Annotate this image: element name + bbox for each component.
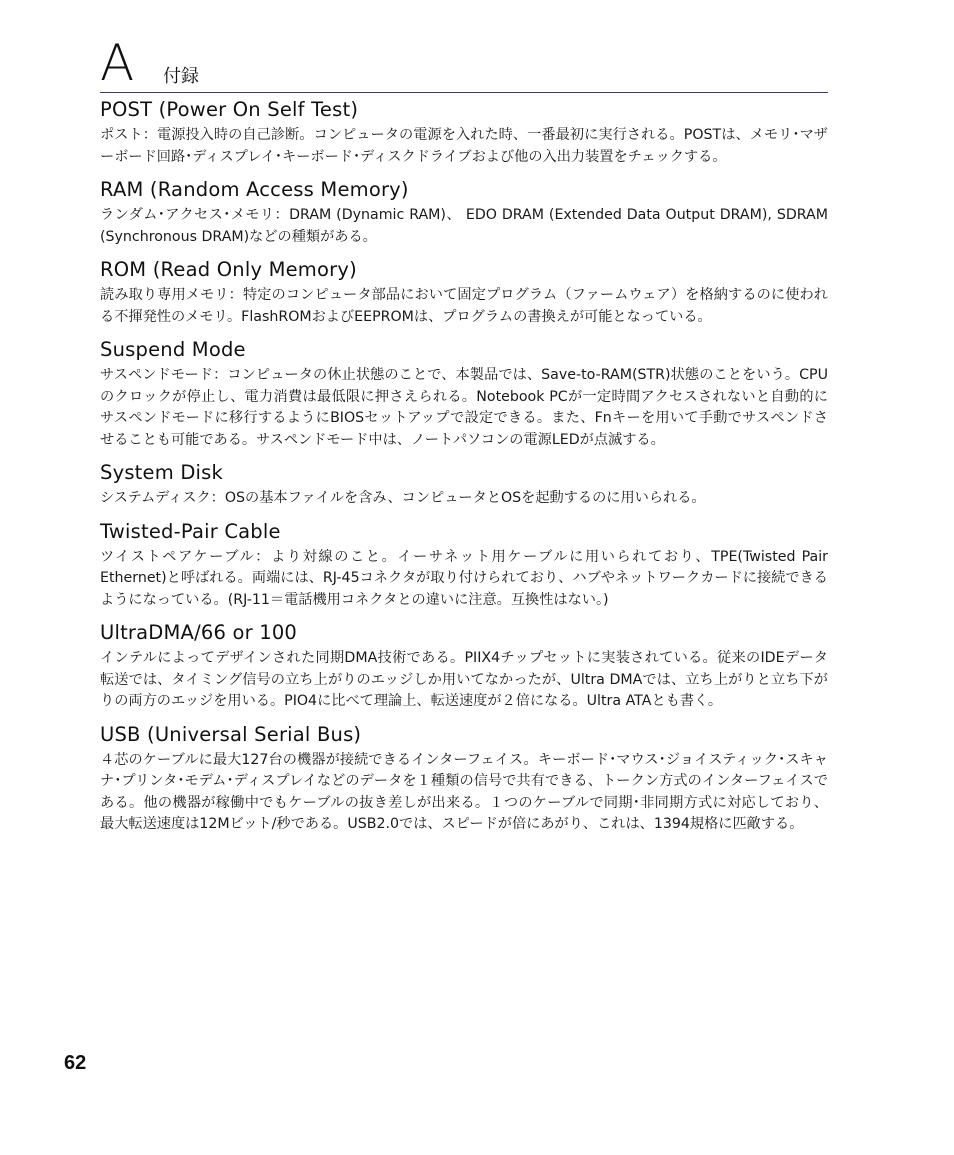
glossary-definition: サスペンドモード：コンピュータの休止状態のことで、本製品では、Save-to-RAM(STR)状態のことをいう。CPUのクロックが停止し、電力消費は最低限に押さえられる。Notebook PCが一定時間アクセスされないと自動的にサスペンドモードに移行するようにBIOSセットアップで設定できる。また、Fnキーを用いて手動でサスペンドさせることも可能である。サスペンドモード中は、ノートパソコンの電源LEDが点滅する。 [100, 367, 828, 448]
glossary-term: Suspend Mode [100, 338, 246, 361]
glossary-entry-usb [100, 722, 828, 836]
chapter-letter: A [100, 34, 135, 92]
glossary-entry-ram [100, 177, 828, 248]
glossary-entry-ultradma [100, 620, 828, 713]
glossary-term: UltraDMA/66 or 100 [100, 621, 298, 644]
glossary-entry-suspend-mode [100, 337, 828, 451]
glossary-term: RAM (Random Access Memory) [100, 178, 409, 201]
chapter-header [100, 34, 828, 93]
glossary-term: ROM (Read Only Memory) [100, 258, 357, 281]
glossary-term: POST (Power On Self Test) [100, 98, 359, 121]
glossary-definition: ツイストペアケーブル：より対線のこと。イーサネット用ケーブルに用いられており、TPE(Twisted Pair Ethernet)と呼ばれる。両端には、RJ-45コネクタが取り付けられており、ハブやネットワークカードに接続できるようになっている。(RJ-11＝電話機用コネクタとの違いに注意。互換性はない。) [100, 548, 828, 608]
glossary-page [100, 34, 828, 836]
glossary-term: USB (Universal Serial Bus) [100, 722, 362, 746]
glossary-definition: ポスト：電源投入時の自己診断。コンピュータの電源を入れた時、一番最初に実行される。POSTは、メモリ･マザーボード回路･ディスプレイ･キーボード･ディスクドライブおよび他の入出力装置をチェックする。 [100, 127, 828, 165]
glossary-entry-rom [100, 257, 828, 328]
glossary-entry-twisted-pair [100, 519, 828, 612]
glossary-definition: システムディスク：OSの基本ファイルを含み、コンピュータとOSを起動するのに用いられる。 [100, 490, 706, 506]
glossary-term: System Disk [100, 461, 223, 484]
glossary-entry-post [100, 97, 828, 168]
glossary-definition: インテルによってデザインされた同期DMA技術である。PIIX4チップセットに実装されている。従来のIDEデータ転送では、タイミング信号の立ち上がりのエッジしか用いてなかったが、Ultra DMAでは、立ち上がりと立ち下がりの両方のエッジを用いる。PIO4に比べて理論上、転送速度が２倍になる。Ultra ATAとも書く。 [100, 650, 828, 709]
glossary-term: Twisted-Pair Cable [100, 519, 281, 543]
glossary-definition: 読み取り専用メモリ：特定のコンピュータ部品において固定プログラム（ファームウェア）を格納するのに使われる不揮発性のメモリ。FlashROMおよびEEPROMは、プログラムの書換えが可能となっている。 [100, 287, 828, 325]
glossary-definition: ランダム･アクセス･メモリ：DRAM (Dynamic RAM)、 EDO DRAM (Extended Data Output DRAM), SDRAM (Synchronous DRAM)などの種類がある。 [100, 207, 828, 245]
glossary-definition: ４芯のケーブルに最大127台の機器が接続できるインターフェイス。キーボード･マウス･ジョイスティック･スキャナ･プリンタ･モデム･ディスプレイなどのデータを１種類の信号で共有できる、トークン方式のインターフェイスである。他の機器が稼働中でもケーブルの抜き差しが出来る。１つのケーブルで同期･非同期方式に対応しており、最大転送速度は12Mビット/秒である。USB2.0では、スピードが倍にあがり、これは、1394規格に匹敵する。 [100, 751, 828, 832]
page-number: 62 [64, 1052, 87, 1074]
glossary-entry-system-disk [100, 460, 828, 510]
chapter-title: 付録 [163, 66, 199, 87]
